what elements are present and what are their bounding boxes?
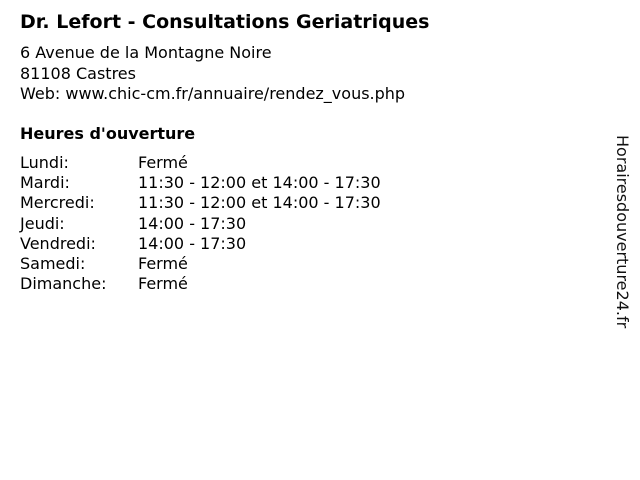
hours-row-mardi: [20, 173, 381, 193]
day-label: Lundi:: [20, 153, 69, 172]
hours-value: 14:00 - 17:30: [138, 213, 247, 233]
site-watermark: Horairesdouverture24.fr: [613, 135, 632, 329]
hours-row-vendredi: [20, 234, 381, 254]
day-label: Jeudi:: [20, 213, 65, 233]
hours-value: Fermé: [138, 254, 188, 274]
hours-row-mercredi: [20, 193, 381, 213]
hours-row-lundi: [20, 153, 381, 173]
hours-value: 11:30 - 12:00 et 14:00 - 17:30: [138, 193, 381, 213]
hours-value: Fermé: [138, 153, 188, 172]
day-label: Mercredi:: [20, 193, 95, 213]
day-label: Mardi:: [20, 173, 70, 193]
hours-row-samedi: [20, 254, 381, 274]
hours-row-dimanche: [20, 274, 381, 294]
day-label: Vendredi:: [20, 233, 96, 253]
hours-value: 14:00 - 17:30: [138, 233, 247, 253]
address-web: Web: www.chic-cm.fr/annuaire/rendez_vous.php: [20, 84, 406, 103]
day-label: Dimanche:: [20, 274, 107, 294]
hours-table: [20, 153, 381, 294]
page-title: Dr. Lefort - Consultations Geriatriques: [20, 11, 430, 33]
address-block: [20, 43, 405, 105]
hours-row-jeudi: [20, 214, 381, 234]
address-city: 81108 Castres: [20, 63, 136, 83]
address-street: 6 Avenue de la Montagne Noire: [20, 43, 272, 62]
hours-value: Fermé: [138, 274, 188, 294]
hours-heading: Heures d'ouverture: [20, 124, 196, 143]
day-label: Samedi:: [20, 254, 86, 274]
hours-value: 11:30 - 12:00 et 14:00 - 17:30: [138, 173, 381, 193]
